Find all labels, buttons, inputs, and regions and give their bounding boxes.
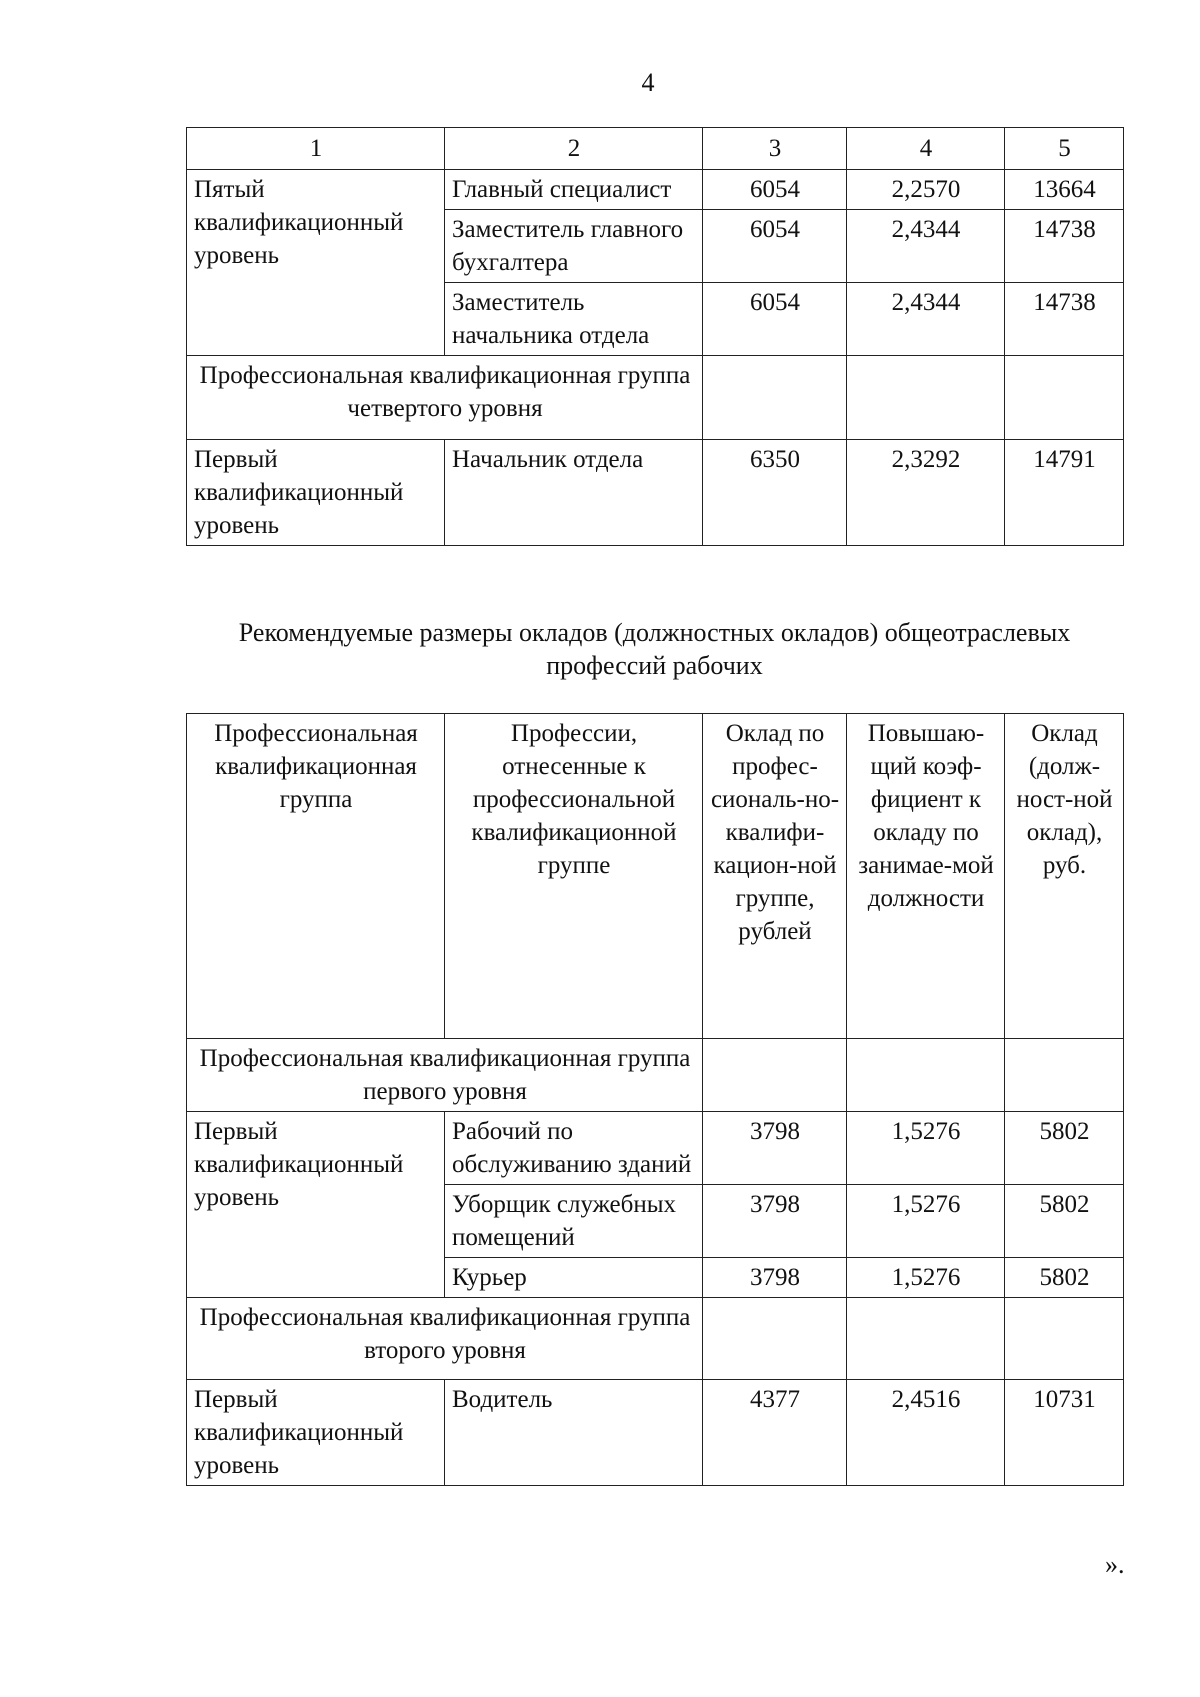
coefficient-value: 2,4344: [847, 210, 1005, 283]
coefficient-value: 1,5276: [847, 1112, 1005, 1185]
header-cell: Профессии, отнесенные к профессиональной квалификационной группе: [445, 714, 703, 1039]
group-header: Профессиональная квалификационная группа второго уровня: [187, 1298, 703, 1380]
coefficient-value: 2,4516: [847, 1380, 1005, 1486]
header-cell: Оклад (долж-ност-ной оклад), руб.: [1005, 714, 1124, 1039]
col-number: 3: [703, 128, 847, 170]
qualification-level: Первый квалификационный уровень: [187, 1380, 445, 1486]
coefficient-value: 1,5276: [847, 1185, 1005, 1258]
position-name: Заместитель начальника отдела: [445, 283, 703, 356]
total-value: 14791: [1005, 440, 1124, 546]
empty-cell: [847, 1039, 1005, 1112]
position-name: Водитель: [445, 1380, 703, 1486]
coefficient-value: 2,2570: [847, 170, 1005, 210]
salary-value: 6054: [703, 283, 847, 356]
total-value: 5802: [1005, 1258, 1124, 1298]
header-cell: Оклад по профес-сиональ-но-квалифи-кацион-ной группе, рублей: [703, 714, 847, 1039]
total-value: 5802: [1005, 1112, 1124, 1185]
salary-value: 3798: [703, 1258, 847, 1298]
total-value: 14738: [1005, 283, 1124, 356]
salary-value: 6350: [703, 440, 847, 546]
total-value: 10731: [1005, 1380, 1124, 1486]
section-heading: Рекомендуемые размеры окладов (должностных окладов) общеотраслевых профессий рабочих: [238, 618, 1071, 680]
col-number: 2: [445, 128, 703, 170]
table-row: [187, 440, 1124, 546]
empty-cell: [703, 1298, 847, 1380]
col-number: 4: [847, 128, 1005, 170]
qualification-level: Первый квалификационный уровень: [187, 440, 445, 546]
position-name: Уборщик служебных помещений: [445, 1185, 703, 1258]
group-header: Профессиональная квалификационная группа первого уровня: [187, 1039, 703, 1112]
qualification-level: Первый квалификационный уровень: [187, 1112, 445, 1298]
position-name: Главный специалист: [445, 170, 703, 210]
group-header-row: [187, 356, 1124, 440]
position-name: Заместитель главного бухгалтера: [445, 210, 703, 283]
page-number: 4: [641, 68, 655, 97]
header-cell: Профессиональная квалификационная группа: [187, 714, 445, 1039]
salary-value: 6054: [703, 170, 847, 210]
table-row: [187, 170, 1124, 210]
salary-value: 3798: [703, 1112, 847, 1185]
position-name: Рабочий по обслуживанию зданий: [445, 1112, 703, 1185]
col-number: 5: [1005, 128, 1124, 170]
group-header-row: [187, 1039, 1124, 1112]
salary-value: 6054: [703, 210, 847, 283]
salary-value: 3798: [703, 1185, 847, 1258]
col-number: 1: [187, 128, 445, 170]
table-row: [187, 1380, 1124, 1486]
empty-cell: [703, 1039, 847, 1112]
empty-cell: [847, 356, 1005, 440]
salary-value: 4377: [703, 1380, 847, 1486]
salary-table-2: [186, 713, 1124, 1486]
total-value: 13664: [1005, 170, 1124, 210]
empty-cell: [1005, 1039, 1124, 1112]
coefficient-value: 2,4344: [847, 283, 1005, 356]
coefficient-value: 1,5276: [847, 1258, 1005, 1298]
closing-quote: ».: [1105, 1550, 1125, 1579]
salary-table-1: [186, 127, 1124, 546]
qualification-level: Пятый квалификационный уровень: [187, 170, 445, 356]
header-row: [187, 714, 1124, 1039]
empty-cell: [1005, 1298, 1124, 1380]
group-header: Профессиональная квалификационная группа четвертого уровня: [187, 356, 703, 440]
total-value: 14738: [1005, 210, 1124, 283]
empty-cell: [847, 1298, 1005, 1380]
empty-cell: [1005, 356, 1124, 440]
column-number-row: [187, 128, 1124, 170]
total-value: 5802: [1005, 1185, 1124, 1258]
header-cell: Повышаю-щий коэф-фициент к окладу по занимае-мой должности: [847, 714, 1005, 1039]
empty-cell: [703, 356, 847, 440]
group-header-row: [187, 1298, 1124, 1380]
coefficient-value: 2,3292: [847, 440, 1005, 546]
position-name: Курьер: [445, 1258, 703, 1298]
position-name: Начальник отдела: [445, 440, 703, 546]
table-row: [187, 1112, 1124, 1185]
